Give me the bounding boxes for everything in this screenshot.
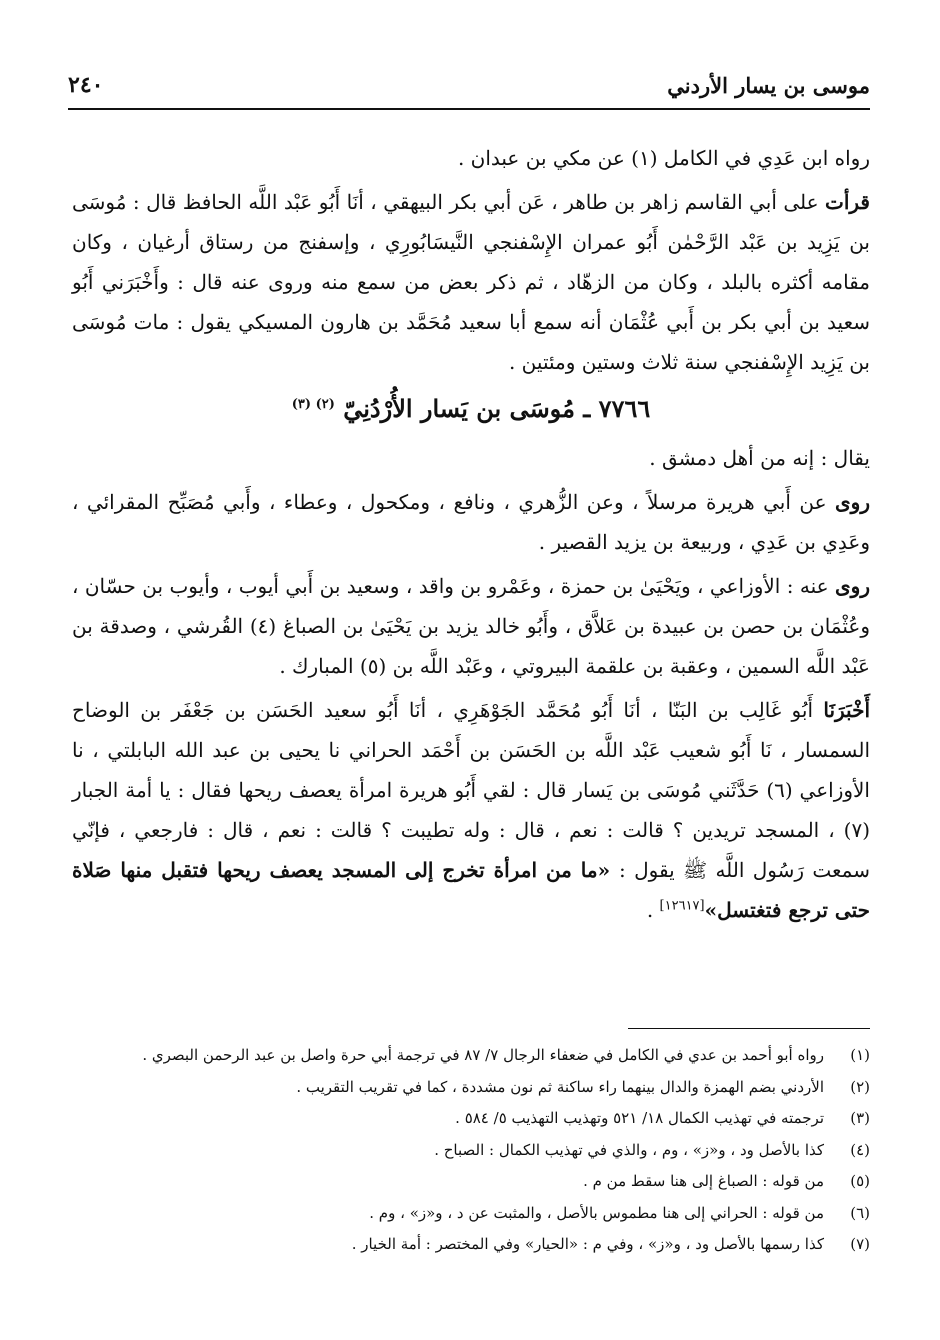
footnote-number: (٥) — [850, 1172, 870, 1190]
paragraph-reading — [72, 182, 870, 382]
entry-footnote-refs: (٢) (٣) — [291, 397, 335, 412]
footnote-item — [72, 1198, 870, 1230]
footnote-text: كذا بالأصل ود ، و«ز» ، وم ، والذي في تهذيب الكمال : الصباح . — [434, 1140, 824, 1159]
lead-word: قرأت — [825, 190, 870, 214]
paragraph-end: . — [646, 898, 660, 922]
footnote-text: من قوله : الحراني إلى هنا مطموس بالأصل ، والمثبت عن د ، و«ز» ، وم . — [369, 1203, 824, 1222]
lead-word: روى — [835, 574, 870, 598]
footnote-item — [72, 1040, 870, 1072]
paragraph-narrated-from — [72, 482, 870, 562]
footnote-text: الأردني بضم الهمزة والدال بينهما راء ساكنة ثم نون مشددة ، كما في تقريب التقريب . — [296, 1077, 824, 1096]
paragraph-narrators — [72, 566, 870, 686]
paragraph-text: أَبُو غَالِب بن البَنّا ، أنَا أَبُو مُحَمَّد الجَوْهَرِي ، أنَا أَبُو سعيد الحَسَن بن جَعْفَر بن الوضاح السمسار ، نَا أَبُو شعيب عَبْد اللَّه بن الحَسَن بن أَحْمَد الحراني نا يحيى بن عبد الله البابلتي ، نا الأوزاعي (٦) حَدَّثَني مُوسَى بن يَسار قال : لقي أَبُو هريرة امرأة يعصف ريحها فقال : يا أمة الجبار (٧) ، المسجد تريدين ؟ قالت : نعم ، قال : وله تطيبت ؟ قالت : نعم ، قال : فارجعي ، فإنّي سمعت رَسُول اللَّه ﷺ يقول : — [72, 698, 870, 882]
footnote-item — [72, 1072, 870, 1104]
page-number: ٢٤٠ — [68, 72, 104, 98]
running-title: موسى بن يسار الأردني — [667, 72, 870, 98]
footnotes-list — [72, 1040, 870, 1261]
footnote-number: (٦) — [850, 1203, 870, 1222]
footnote-divider — [628, 1028, 870, 1029]
footnote-text: رواه أبو أحمد بن عدي في الكامل في ضعفاء الرجال ٧/ ٨٧ في ترجمة أبي حرة واصل بن عبد الرحمن البصري . — [142, 1046, 824, 1064]
hadith-reference: [١٢٦١٧] — [659, 898, 705, 914]
footnote-item — [72, 1229, 870, 1261]
paragraph-text: عنه : الأوزاعي ، ويَحْيَىٰ بن حمزة ، وعَمْرو بن واقد ، وسعيد بن أَبي أيوب ، وأيوب بن حسّان ، وعُثْمَان بن حصن بن عبيدة بن عَلاَّق ، وأَبُو خالد يزيد بن يَحْيَىٰ بن الصباغ (٤) القُرشي ، وصدقة بن عَبْد اللَّه السمين ، وعقبة بن علقمة البيروتي ، وعَبْد اللَّه بن (٥) المبارك . — [72, 574, 870, 678]
footnote-text: كذا رسمها بالأصل ود ، و«ز» ، وفي م : «الحيار» وفي المختصر : أمة الخيار . — [351, 1235, 824, 1253]
footnote-number: (٣) — [850, 1109, 870, 1127]
footnote-text: من قوله : الصباغ إلى هنا سقط من م . — [583, 1172, 824, 1190]
lead-word: روى — [835, 490, 870, 514]
footnote-item — [72, 1135, 870, 1167]
lead-word: أَخْبَرَنَا — [823, 698, 870, 722]
page-header — [68, 62, 870, 110]
paragraph-text: عن أَبي هريرة مرسلاً ، وعن الزُّهري ، ونافع ، ومكحول ، وعطاء ، وأَبي مُصَبِّح المقرائي ، وعَدِي بن عَدِي ، وربيعة بن يزيد القصير . — [72, 490, 870, 554]
paragraph-text: على أبي القاسم زاهر بن طاهر ، عَن أبي بكر البيهقي ، أنَا أَبُو عَبْد اللَّه الحافظ قال : مُوسَى بن يَزِيد بن عَبْد الرَّحْمٰن أَبُو عمران الإِسْفنجي النَّيسَابُورِي ، وإسفنج من رستاق أرغيان ، وكان مقامه أكثره بالبلد ، وكان من الزهّاد ، ثم ذكر بعض من سمع منه وروى عنه قال : وأَخْبَرَني أَبُو سعيد بن أبي بكر بن أَبي عُثْمَان أنه سمع أبا سعيد مُحَمَّد بن هارون المسيكي يقول : مات مُوسَى بن يَزِيد الإِسْفنجي سنة ثلاث وستين ومئتين . — [72, 190, 870, 374]
paragraph-source: رواه ابن عَدِي في الكامل (١) عن مكي بن عبدان . — [457, 146, 870, 170]
paragraph-hadith-chain — [72, 690, 870, 930]
footnote-number: (٢) — [850, 1077, 870, 1096]
paragraph-origin: يقال : إنه من أهل دمشق . — [649, 446, 870, 470]
hadith-text: «ما من امرأة تخرج إلى المسجد يعصف ريحها فتقبل منها صَلاة حتى ترجع فتغتسل» — [72, 858, 870, 922]
footnote-number: (١) — [850, 1046, 870, 1064]
footnote-text: ترجمته في تهذيب الكمال ١٨/ ٥٢١ وتهذيب التهذيب ٥/ ٥٨٤ . — [455, 1109, 824, 1127]
main-text — [72, 138, 870, 934]
entry-title: ٧٧٦٦ ـ مُوسَى بن يَسار الأُرْدُنِيّ — [343, 394, 651, 423]
footnote-item — [72, 1166, 870, 1198]
footnote-number: (٤) — [850, 1140, 870, 1159]
footnote-number: (٧) — [850, 1235, 870, 1253]
entry-heading — [72, 386, 870, 432]
footnote-item — [72, 1103, 870, 1135]
